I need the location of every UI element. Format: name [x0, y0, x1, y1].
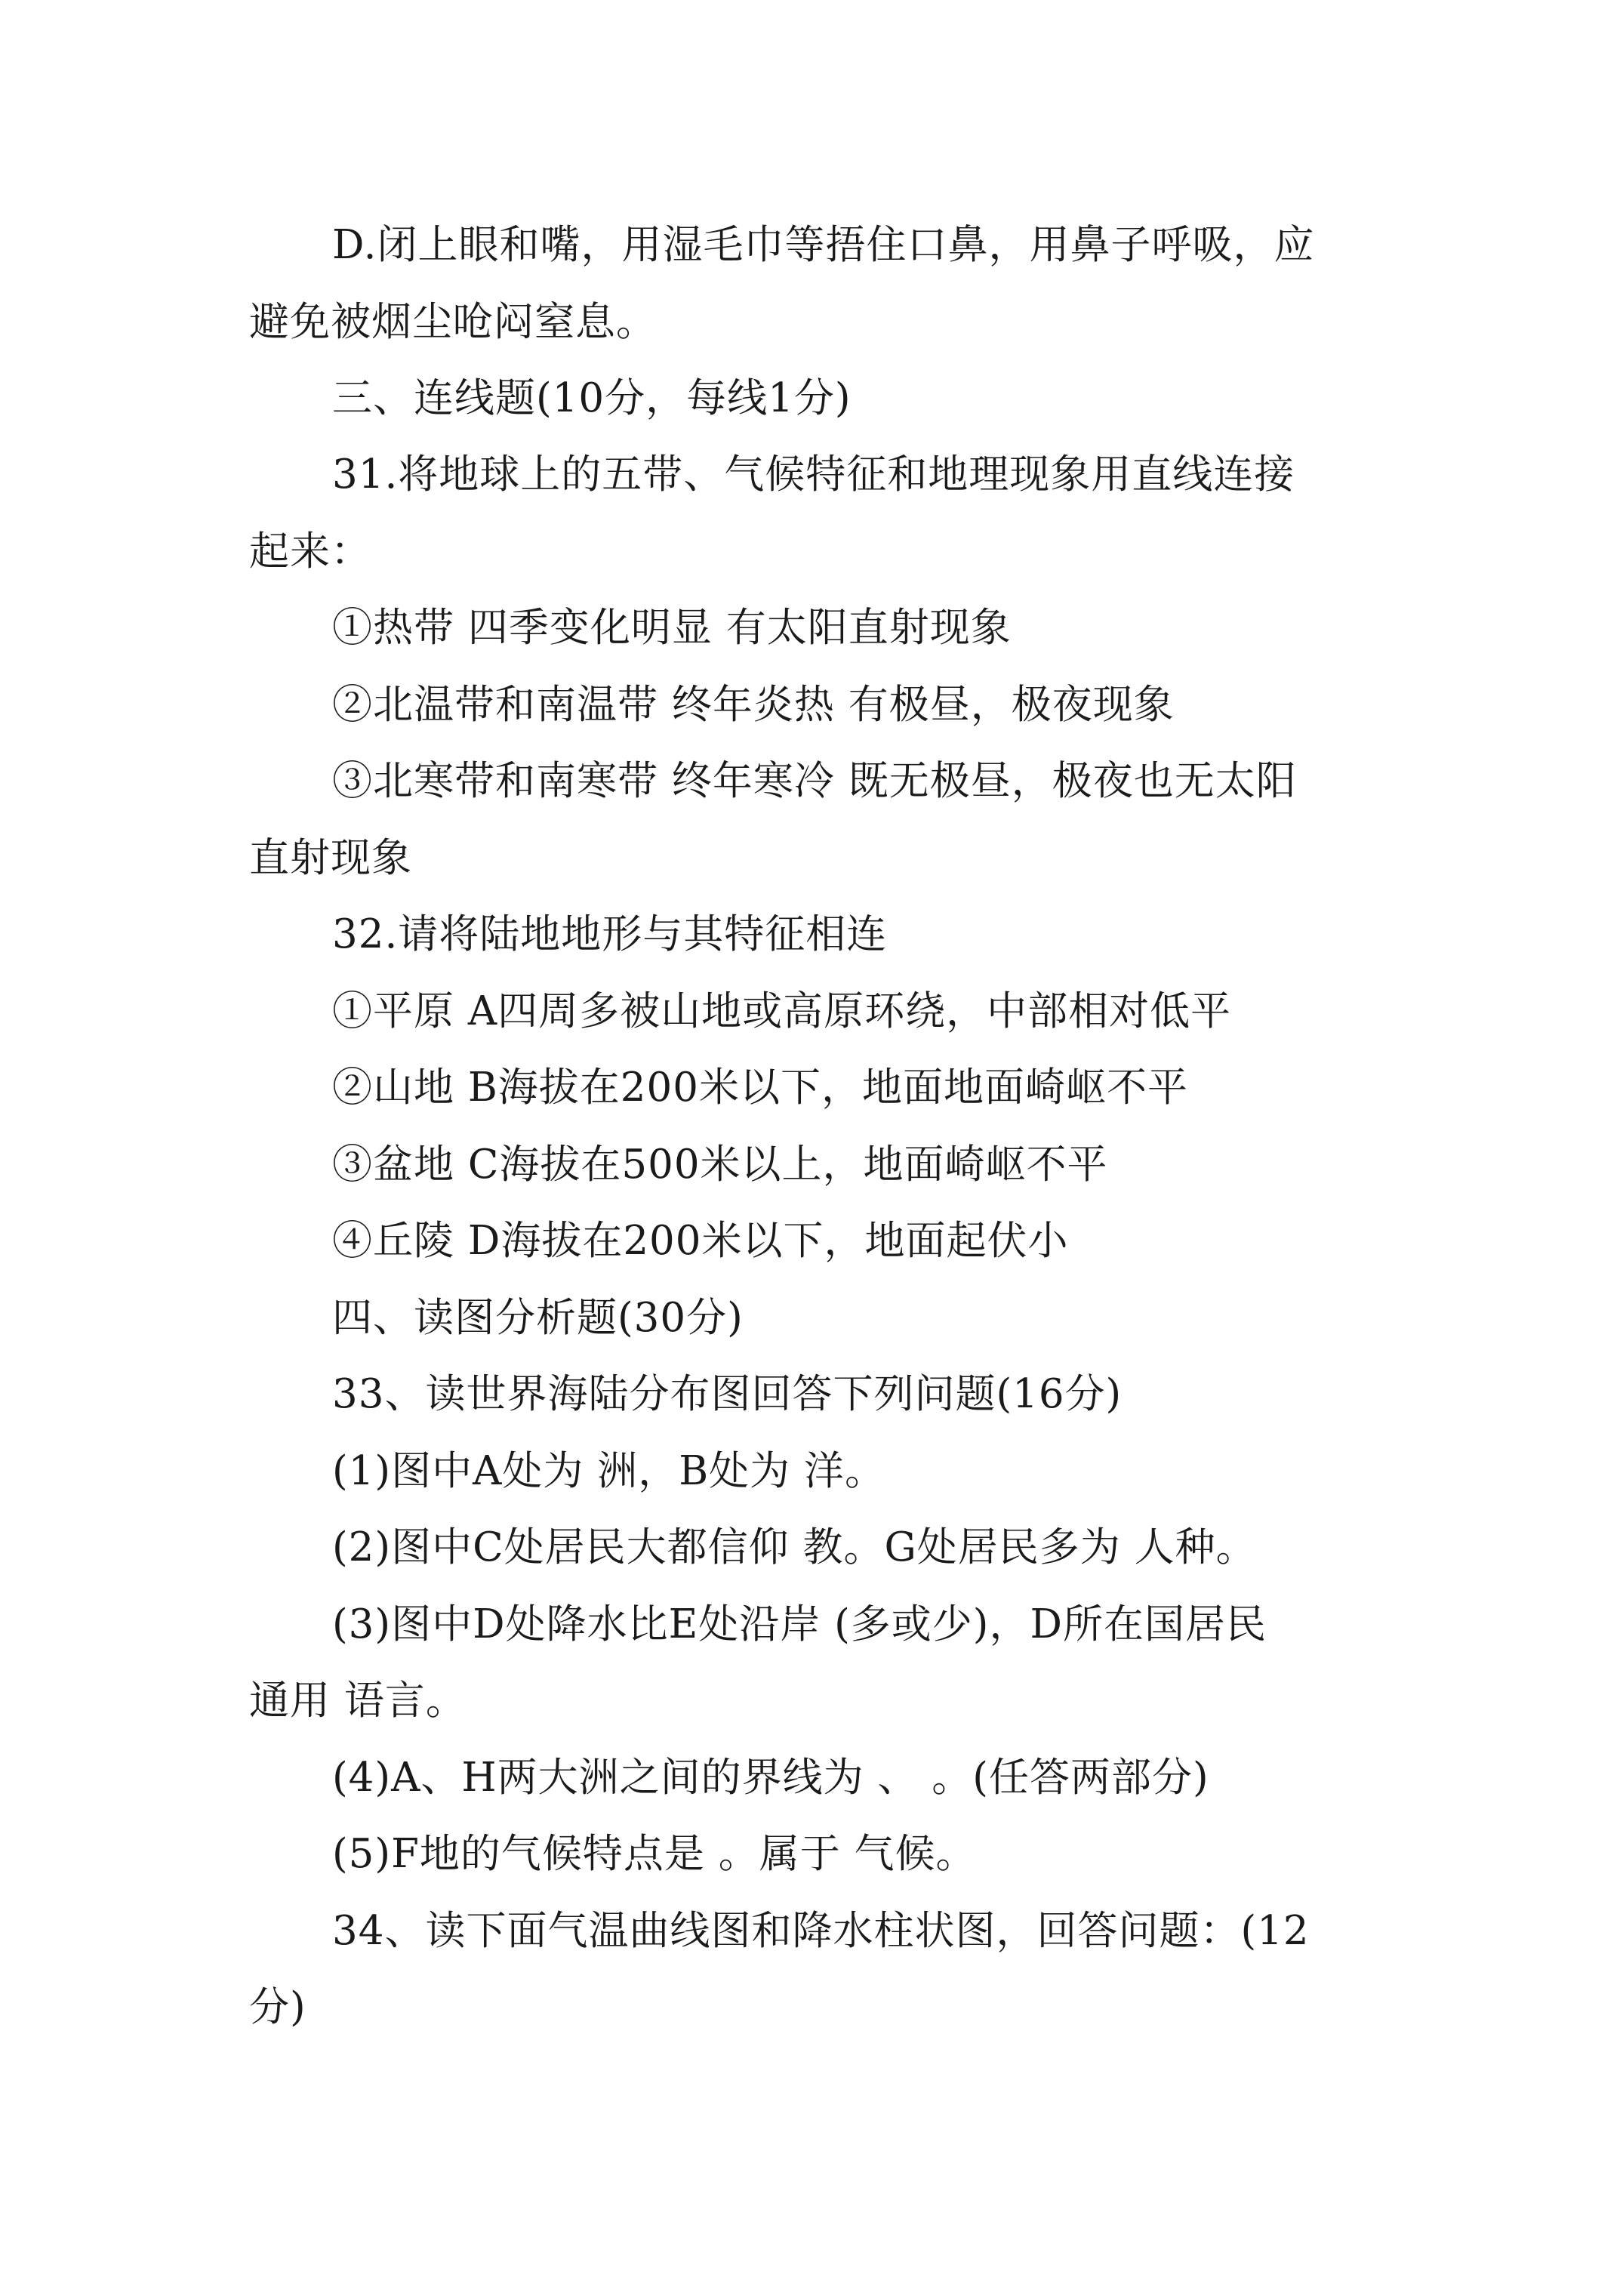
matching-item: ③北寒带和南寒带 终年寒冷 既无极昼，极夜也无太阳: [332, 758, 1297, 804]
sub-question: (1)图中A处为 洲，B处为 洋。: [332, 1448, 885, 1494]
text-line: 避免被烟尘呛闷窒息。: [249, 299, 657, 345]
section-heading: 三、连线题(10分，每线1分): [332, 375, 852, 421]
text-line: 起来：: [249, 529, 371, 575]
sub-question: (4)A、H两大洲之间的界线为 、 。(任答两部分): [332, 1755, 1209, 1801]
sub-question: (5)F地的气候特点是 。属于 气候。: [332, 1831, 977, 1877]
sub-question: (3)图中D处降水比E处沿岸 (多或少)，D所在国居民: [332, 1601, 1267, 1647]
matching-item: ①热带 四季变化明显 有太阳直射现象: [332, 605, 1012, 651]
matching-item: ②北温带和南温带 终年炎热 有极昼，极夜现象: [332, 682, 1175, 728]
matching-item: ②山地 B海拔在200米以下，地面地面崎岖不平: [332, 1065, 1188, 1111]
question-text: 32.请将陆地地形与其特征相连: [332, 911, 888, 957]
section-heading: 四、读图分析题(30分): [332, 1295, 744, 1341]
text-line: 分): [249, 1984, 306, 2030]
text-line: 直射现象: [249, 835, 412, 881]
text-line: D.闭上眼和嘴，用湿毛巾等捂住口鼻，用鼻子呼吸，应: [332, 222, 1315, 268]
sub-question: (2)图中C处居民大都信仰 教。G处居民多为 人种。: [332, 1524, 1257, 1570]
matching-item: ④丘陵 D海拔在200米以下，地面起伏小: [332, 1218, 1069, 1264]
text-line: 通用 语言。: [249, 1678, 467, 1724]
matching-item: ③盆地 C海拔在500米以上，地面崎岖不平: [332, 1142, 1108, 1188]
question-text: 34、读下面气温曲线图和降水柱状图，回答问题：(12: [332, 1908, 1310, 1954]
question-text: 31.将地球上的五带、气候特征和地理现象用直线连接: [332, 451, 1295, 498]
matching-item: ①平原 A四周多被山地或高原环绕，中部相对低平: [332, 988, 1232, 1034]
question-text: 33、读世界海陆分布图回答下列问题(16分): [332, 1371, 1123, 1417]
